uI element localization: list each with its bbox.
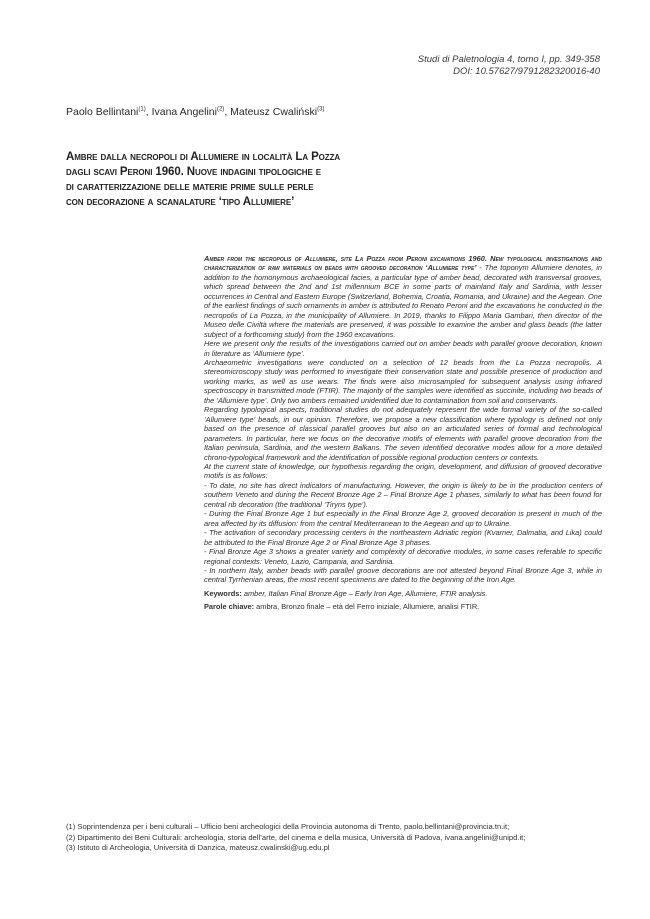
paper-title: [66, 150, 446, 210]
author-name: Ivana Angelini: [151, 106, 217, 118]
footnote: (1) Soprintendenza per i beni culturali – Ufficio beni archeologici della Provincia autonoma di Trento, paolo.bellintani@provincia.tn.it;: [66, 822, 510, 831]
author-affiliation-mark: (1): [138, 106, 146, 113]
keywords-label: Keywords:: [204, 588, 242, 598]
title-line: Ambre dalla necropoli di Allumiere in località La Pozza: [66, 151, 341, 163]
parole-chiave: [204, 602, 602, 611]
abstract-paragraph: [204, 254, 602, 339]
journal-citation: Studi di Paletnologia 4, tomo I, pp. 349-358: [417, 54, 600, 65]
title-line: con decorazione a scanalature ‘tipo Allumiere’: [66, 196, 295, 208]
abstract-paragraph: - During the Final Bronze Age 1 but especially in the Final Bronze Age 2, grooved decoration is present in much of the area affected by its diffusion: from the central Mediterranean to the Aegean and up to Ukraine.: [204, 509, 602, 528]
abstract-english-title: Amber from the necropolis of Allumiere, site La Pozza from Peroni excavations 1960. New typological investigations and characterization of raw materials on beads with grooved decoration ‘Allumiere type’: [204, 254, 602, 273]
abstract-paragraph: - The activation of secondary processing centers in the northeastern Adriatic region (Kvarner, Dalmatia, and Lika) could be attributed to the Final Bronze Age 2 or Final Bronze Age 3 phases.: [204, 528, 602, 547]
author-affiliation-mark: (3): [317, 106, 325, 113]
author-affiliation-mark: (2): [216, 106, 225, 113]
abstract-paragraph: Here we present only the results of the investigations carried out on amber beads with parallel groove decoration, known in literature as ‘Allumiere type’.: [204, 339, 602, 358]
abstract-text: - The toponym Allumiere denotes, in addition to the homonymous archaeological facies, a particular type of amber bead, decorated with transversal grooves, which spread between the 2nd and 1st millennium BCE in some parts of mainland Italy and Sardinia, with lesser occurrences in Central and Eastern Europe (Switzerland, Bohemia, Croatia, Romania, and Ukraine) and the Aegean. One of the earliest findings of such ornaments in amber is attributed to Renato Peroni and the excavations he conducted in the necropolis of La Pozza, in the municipality of Allumiere. In 2019, thanks to Filippo Maria Gambari, then director of the Museo delle Civiltà where the materials are preserved, it was possible to examine the amber and glass beads (the latter subject of a forthcoming study) from the 1960 excavations.: [204, 263, 602, 339]
title-line: dagli scavi Peroni 1960. Nuove indagini tipologiche e: [66, 166, 322, 178]
keywords-value: amber, Italian Final Bronze Age – Early Iron Age, Allumiere, FTIR analysis.: [241, 588, 488, 598]
abstract: [204, 254, 602, 612]
abstract-paragraph: At the current state of knowledge, our hypothesis regarding the origin, development, and diffusion of grooved decorative motifs is as follows:: [204, 461, 602, 481]
journal-doi: DOI: 10.57627/9791282320016-40: [453, 66, 600, 77]
abstract-paragraph: - In northern Italy, amber beads with parallel groove decorations are not attested beyond Final Bronze Age 3, while in central Tyrrhenian areas, the most recent specimens are dated to the beginning of the Iron Age.: [204, 565, 602, 585]
abstract-paragraph: - To date, no site has direct indicators of manufacturing. However, the origin is likely to be in the production centers of southern Veneto and during the Recent Bronze Age 2 – Final Bronze Age 1 phases, similarly to what has been found for central rib decoration (the traditional ‘Tiryns type’).: [204, 480, 602, 509]
parole-chiave-value: ambra, Bronzo finale – età del Ferro iniziale, Allumiere, analisi FTIR.: [254, 602, 480, 612]
author-name: Mateusz Cwaliński: [230, 106, 318, 118]
keywords: [204, 589, 602, 598]
footnote: (3) Istituto di Archeologia, Università di Danzica, mateusz.cwalinski@ug.edu.pl: [66, 843, 330, 852]
parole-chiave-label: Parole chiave:: [204, 602, 255, 612]
author-list: Paolo Bellintani$^{(1)}$, Ivana Angelini$^{(2)}$, Mateusz Cwaliński$^{(3)}$: [66, 106, 325, 118]
affiliation-footnotes: [66, 822, 606, 854]
title-line: di caratterizzazione delle materie prime sulle perle: [66, 181, 314, 193]
journal-header: [240, 54, 600, 78]
author-name: Paolo Bellintani: [66, 106, 139, 118]
footnote: (2) Dipartimento dei Beni Culturali: archeologia, storia dell’arte, del cinema e della musica, Università di Padova, ivana.angelini@unipd.it;: [66, 832, 526, 842]
abstract-paragraph: Regarding typological aspects, traditional studies do not adequately represent the wide formal variety of the so-called ‘Allumiere type’ beads, in our opinion. Therefore, we propose a new classification where typology is defined not only based on the presence of classical parallel grooves but also on an articulated series of formal and technological parameters. In particular, here we focus on the decorative motifs of elements with parallel groove decoration from the Italian peninsula, Sardinia, and the western Balkans. The seven identified decorative modes allow for a more detailed chrono-typological framework and the identification of possible regional production centers or contexts.: [204, 405, 602, 462]
abstract-paragraph: Archaeometric investigations were conducted on a selection of 12 beads from the La Pozza necropolis. A stereomicroscopy study was performed to investigate their conservation state and possible presence of production and working marks, as well as use wears. The finds were also microsampled for subsequent analysis using infrared spectroscopy in transmitted mode (FTIR). The majority of the samples were identified as succinite, including two beads of the ‘Allumiere type’. Only two ambers remained unidentified due to contamination from soil and conservants.: [204, 357, 602, 405]
abstract-paragraph: - Final Bronze Age 3 shows a greater variety and complexity of decorative modules, in some cases referable to specific regional contexts: Veneto, Lazio, Campania, and Sardinia.: [204, 547, 602, 566]
